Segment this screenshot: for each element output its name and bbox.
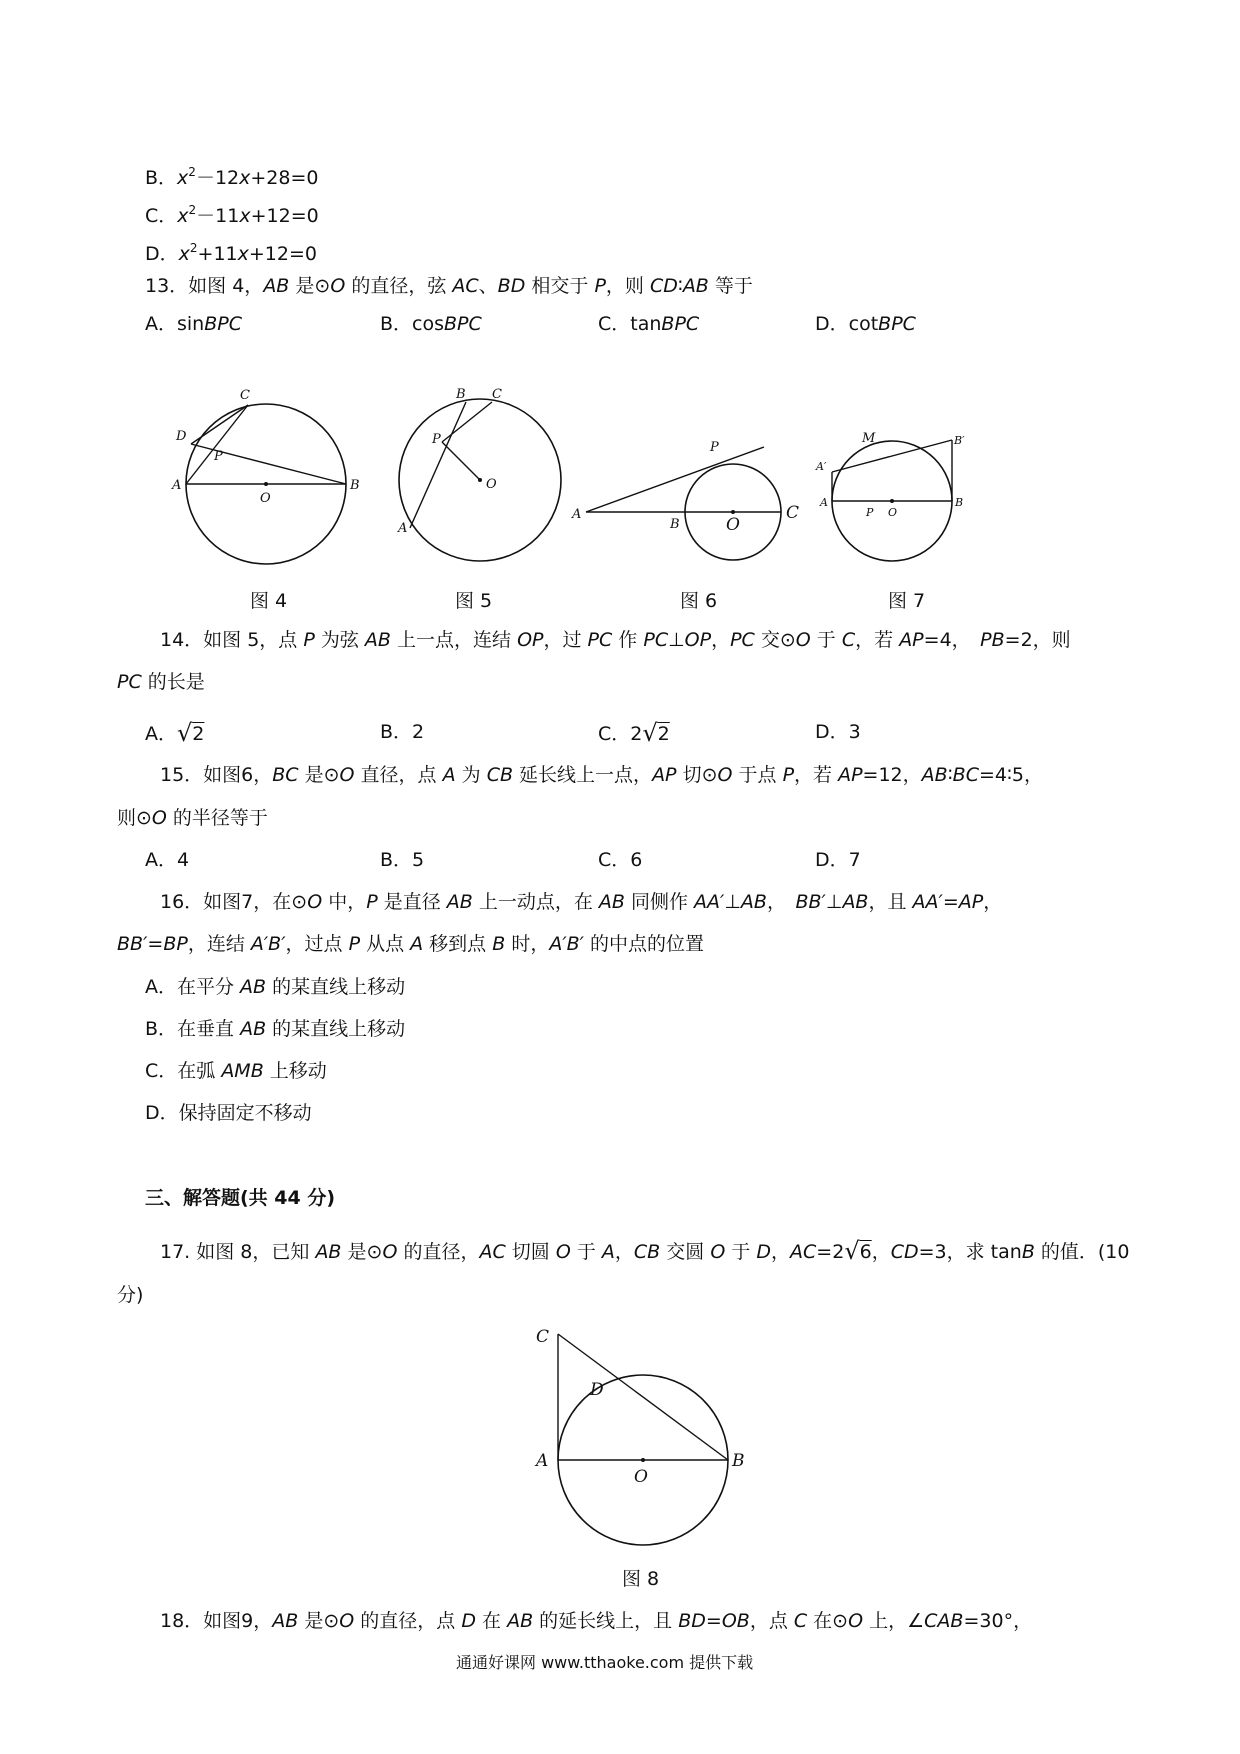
figure-5 [390, 388, 570, 588]
q16-stem-line1 [160, 889, 1002, 915]
label-a: A [572, 507, 582, 522]
label-b: B [350, 478, 360, 493]
text: C．在弧 [145, 1060, 222, 1082]
option-label: D．cot [815, 313, 879, 335]
text: =4， [923, 629, 981, 651]
text: 上一动点，在 [472, 891, 599, 913]
var: A′B′ [250, 933, 286, 955]
var: AMB [221, 1060, 264, 1082]
var: AB [507, 1610, 534, 1632]
var: AB [240, 1018, 267, 1040]
q13-option-b [380, 311, 482, 337]
option-label: C． [598, 723, 631, 745]
q14-option-a [145, 719, 204, 747]
text: B．在垂直 [145, 1018, 241, 1040]
text: 13．如图 4， [145, 275, 264, 297]
text: 切圆 [505, 1241, 556, 1263]
figure-8 [528, 1320, 758, 1560]
text: 的某直线上移动 [266, 976, 406, 998]
option-label: B．cos [380, 313, 445, 335]
text: ， [711, 629, 731, 651]
text: =4∶5， [978, 764, 1044, 786]
var: O [339, 764, 355, 786]
var: AB [921, 764, 948, 786]
text: A．在平分 [145, 976, 241, 998]
text: =30°， [963, 1610, 1033, 1632]
var: BB′ [795, 891, 826, 913]
q15-stem-line2 [117, 805, 268, 831]
sqrt-icon: √ [177, 719, 193, 747]
text: 是⊙ [298, 1610, 340, 1632]
var: CB [633, 1241, 661, 1263]
label-a: A [172, 478, 182, 493]
q14-stem-line1 [160, 627, 1071, 653]
var: BP [163, 933, 188, 955]
label-o: O [486, 477, 497, 492]
var: A [601, 1241, 615, 1263]
label-b: B [955, 496, 964, 509]
q14-stem-line2 [117, 669, 205, 695]
text: 交圆 [660, 1241, 711, 1263]
label-d: D [176, 429, 187, 444]
text: ，点 [749, 1610, 794, 1632]
var: B [1021, 1241, 1035, 1263]
var: O [717, 764, 733, 786]
q12-option-d [145, 235, 317, 267]
text: ⊥ [825, 891, 843, 913]
q13-stem [145, 273, 753, 299]
var: PC [587, 629, 613, 651]
var: OP [517, 629, 544, 651]
var: D [461, 1610, 476, 1632]
var: CB [486, 764, 514, 786]
var: O [382, 1241, 398, 1263]
var: AP [899, 629, 924, 651]
option-label: B． [145, 167, 178, 189]
var: C [793, 1610, 808, 1632]
label-c: C [240, 388, 250, 403]
text: 为弦 [314, 629, 365, 651]
text: 的半径等于 [166, 807, 268, 829]
label-c: C [536, 1327, 550, 1347]
label-d: D [590, 1380, 604, 1400]
var: C [841, 629, 856, 651]
label-b: B [732, 1451, 745, 1471]
text: 的直径，弦 [345, 275, 453, 297]
var: BPC [661, 313, 700, 335]
var: AA′ [912, 891, 943, 913]
sqrt-icon: √ [642, 719, 658, 747]
var: O [339, 1610, 355, 1632]
text: ， [766, 891, 796, 913]
var: AB [263, 275, 290, 297]
figure-6 [568, 432, 818, 572]
text: 时， [505, 933, 550, 955]
q12-option-c [145, 197, 319, 229]
option-label: D． [145, 243, 179, 265]
label-p: P [710, 440, 719, 455]
label-p: P [432, 432, 441, 447]
text: ⊥ [668, 629, 685, 651]
var: CD [649, 275, 678, 297]
text: 的中点的位置 [584, 933, 705, 955]
text: 15．如图6， [160, 764, 273, 786]
radicand: 2 [192, 723, 205, 745]
q16-option-c [145, 1058, 327, 1084]
coefficient: 2 [630, 723, 643, 745]
var: P [303, 629, 315, 651]
q18-stem-line1 [160, 1608, 1032, 1634]
text: 于 [725, 1241, 757, 1263]
option-label: A． [145, 723, 177, 745]
text: 18．如图9， [160, 1610, 273, 1632]
text: 同侧作 [624, 891, 695, 913]
label-b: B [456, 387, 466, 402]
var: P [366, 891, 378, 913]
option-label: A．sin [145, 313, 205, 335]
footer-text: 通通好课网 www.tthaoke.com 提供下载 [456, 1653, 754, 1672]
text: ∶ [947, 764, 953, 786]
text: ， [871, 1241, 891, 1263]
text: ， [983, 891, 1003, 913]
figure-5-caption: 图 5 [455, 590, 493, 612]
var: AB [598, 891, 625, 913]
label-o: O [726, 515, 740, 535]
text: －12 [195, 167, 240, 189]
text: 的直径，点 [354, 1610, 462, 1632]
var: O [151, 807, 167, 829]
var: BPC [204, 313, 242, 335]
var: AA′ [694, 891, 725, 913]
var: A [410, 933, 424, 955]
text: ，连结 [187, 933, 251, 955]
text: 的值．(10 [1034, 1241, 1130, 1263]
text: 16．如图7，在⊙ [160, 891, 308, 913]
text: ⊥ [724, 891, 741, 913]
text: ，若 [794, 764, 839, 786]
q13-option-c [598, 311, 699, 337]
text: 在 [475, 1610, 508, 1632]
text: 是⊙ [298, 764, 340, 786]
var: AB [364, 629, 391, 651]
var: CAB [924, 1610, 964, 1632]
label-c: C [786, 503, 800, 523]
radicand: 2 [657, 723, 670, 745]
text: ， [771, 1241, 791, 1263]
exponent: 2 [189, 241, 198, 255]
text: 于 [570, 1241, 602, 1263]
var: BC [952, 764, 979, 786]
var: x [177, 205, 189, 227]
var: AB [315, 1241, 342, 1263]
text: 上移动 [263, 1060, 327, 1082]
var: AC [479, 1241, 506, 1263]
var: P [594, 275, 606, 297]
text: = [942, 891, 959, 913]
q17-stem-line1 [160, 1237, 1130, 1265]
figure-7 [800, 422, 980, 572]
label-m: M [862, 431, 876, 446]
var: PC [117, 671, 142, 693]
var: D [756, 1241, 772, 1263]
var: A′B′ [549, 933, 584, 955]
text: = [147, 933, 164, 955]
var: O [795, 629, 811, 651]
text: 的某直线上移动 [266, 1018, 406, 1040]
q12-option-b [145, 159, 318, 191]
var: B [492, 933, 506, 955]
var: AC [452, 275, 479, 297]
text: ，过 [543, 629, 588, 651]
text: ，则 [605, 275, 650, 297]
q15-option-a: A．4 [145, 849, 190, 871]
label-a: A [820, 496, 828, 509]
text: 是直径 [377, 891, 447, 913]
q15-option-b: B．5 [380, 849, 425, 871]
text: +28=0 [250, 167, 319, 189]
q15-stem-line1 [160, 762, 1043, 788]
section-title: 三、解答题(共 44 分) [145, 1187, 336, 1209]
option-label: D．3 [815, 721, 861, 743]
text: =12， [862, 764, 922, 786]
label-p: P [214, 449, 223, 464]
q13-option-d [815, 311, 916, 337]
var: x [239, 167, 251, 189]
label-a: A [536, 1451, 549, 1471]
text: 是⊙ [289, 275, 331, 297]
var: x [237, 243, 249, 265]
var: O [330, 275, 346, 297]
label-o: O [260, 491, 271, 506]
text: 在⊙ [807, 1610, 849, 1632]
var: PC [643, 629, 669, 651]
text: 作 [612, 629, 644, 651]
text: 的长是 [141, 671, 205, 693]
text: +12=0 [248, 243, 317, 265]
var: AB [740, 891, 767, 913]
var: AB [272, 1610, 299, 1632]
text: 移到点 [423, 933, 493, 955]
figure-4-caption: 图 4 [250, 590, 288, 612]
label-a: A [398, 521, 408, 536]
text: 切⊙ [676, 764, 718, 786]
text: 14．如图 5，点 [160, 629, 304, 651]
text: 直径，点 [354, 764, 443, 786]
text: 相交于 [525, 275, 595, 297]
text: －11 [196, 205, 240, 227]
q14-option-b [380, 719, 424, 745]
var: x [177, 167, 189, 189]
exponent: 2 [188, 165, 196, 179]
var: PC [730, 629, 755, 651]
label-b: B [670, 517, 680, 532]
q15-option-c: C．6 [598, 849, 643, 871]
var: O [307, 891, 323, 913]
var: AP [838, 764, 863, 786]
q13-option-a [145, 311, 242, 337]
q15-option-d: D．7 [815, 849, 861, 871]
text: +12=0 [250, 205, 319, 227]
text: 于点 [732, 764, 783, 786]
text: ， [614, 1241, 634, 1263]
text: 为 [455, 764, 487, 786]
text: 中， [322, 891, 367, 913]
var: AB [240, 976, 267, 998]
text: 交⊙ [754, 629, 796, 651]
radicand: 6 [859, 1241, 872, 1263]
figure-4 [170, 388, 360, 588]
text: 延长线上一点， [513, 764, 653, 786]
label-o: O [888, 506, 898, 519]
label-o: O [634, 1467, 648, 1487]
q16-option-d [145, 1100, 312, 1126]
text: ∶ [677, 275, 683, 297]
var: BPC [878, 313, 916, 335]
text: =2 [816, 1241, 845, 1263]
var: x [239, 205, 251, 227]
text: 17. 如图 8，已知 [160, 1241, 316, 1263]
text: 等于 [708, 275, 753, 297]
text: 于 [810, 629, 842, 651]
text: 从点 [360, 933, 411, 955]
q16-option-a [145, 974, 405, 1000]
var: AB [842, 891, 869, 913]
text: +11 [197, 243, 238, 265]
text: D．保持固定不移动 [145, 1102, 312, 1124]
var: BD [497, 275, 526, 297]
option-label: B．2 [380, 721, 425, 743]
var: CD [890, 1241, 919, 1263]
option-label: C．tan [598, 313, 662, 335]
var: BC [272, 764, 299, 786]
option-label: C． [145, 205, 178, 227]
text: =3，求 tan [918, 1241, 1022, 1263]
text: 的延长线上，且 [533, 1610, 679, 1632]
var: x [178, 243, 190, 265]
q16-option-b [145, 1016, 405, 1042]
text: 上，∠ [863, 1610, 925, 1632]
text: ，且 [868, 891, 913, 913]
var: AC [790, 1241, 817, 1263]
figure-7-caption: 图 7 [888, 590, 926, 612]
text: =2，则 [1004, 629, 1071, 651]
text: = [705, 1610, 722, 1632]
var: A [442, 764, 456, 786]
text: 的直径， [397, 1241, 480, 1263]
figure-6-caption: 图 6 [680, 590, 718, 612]
label-a-prime: A′ [816, 460, 827, 473]
sqrt-icon: √ [844, 1237, 860, 1265]
text: 上一点，连结 [390, 629, 518, 651]
figure-8-caption: 图 8 [622, 1568, 660, 1590]
q14-option-c [598, 719, 670, 747]
var: O [848, 1610, 864, 1632]
exponent: 2 [188, 203, 197, 217]
var: OP [684, 629, 712, 651]
text: ，过点 [285, 933, 349, 955]
var: AB [682, 275, 709, 297]
var: BD [678, 1610, 706, 1632]
q14-option-d [815, 719, 861, 745]
var: PB [980, 629, 1005, 651]
q16-stem-line2 [117, 931, 704, 957]
text: ，若 [855, 629, 900, 651]
var: P [782, 764, 795, 786]
label-b-prime: B′ [954, 434, 965, 447]
text: 是⊙ [341, 1241, 383, 1263]
label-p: P [866, 506, 874, 519]
text: 、 [478, 275, 498, 297]
var: P [348, 933, 361, 955]
q17-stem-line2: 分) [117, 1284, 144, 1306]
label-c: C [492, 387, 502, 402]
var: BPC [444, 313, 482, 335]
var: AP [958, 891, 984, 913]
var: O [555, 1241, 571, 1263]
var: AP [652, 764, 677, 786]
var: BB′ [117, 933, 148, 955]
var: OB [721, 1610, 750, 1632]
var: AB [446, 891, 473, 913]
text: 则⊙ [117, 807, 152, 829]
var: O [710, 1241, 726, 1263]
